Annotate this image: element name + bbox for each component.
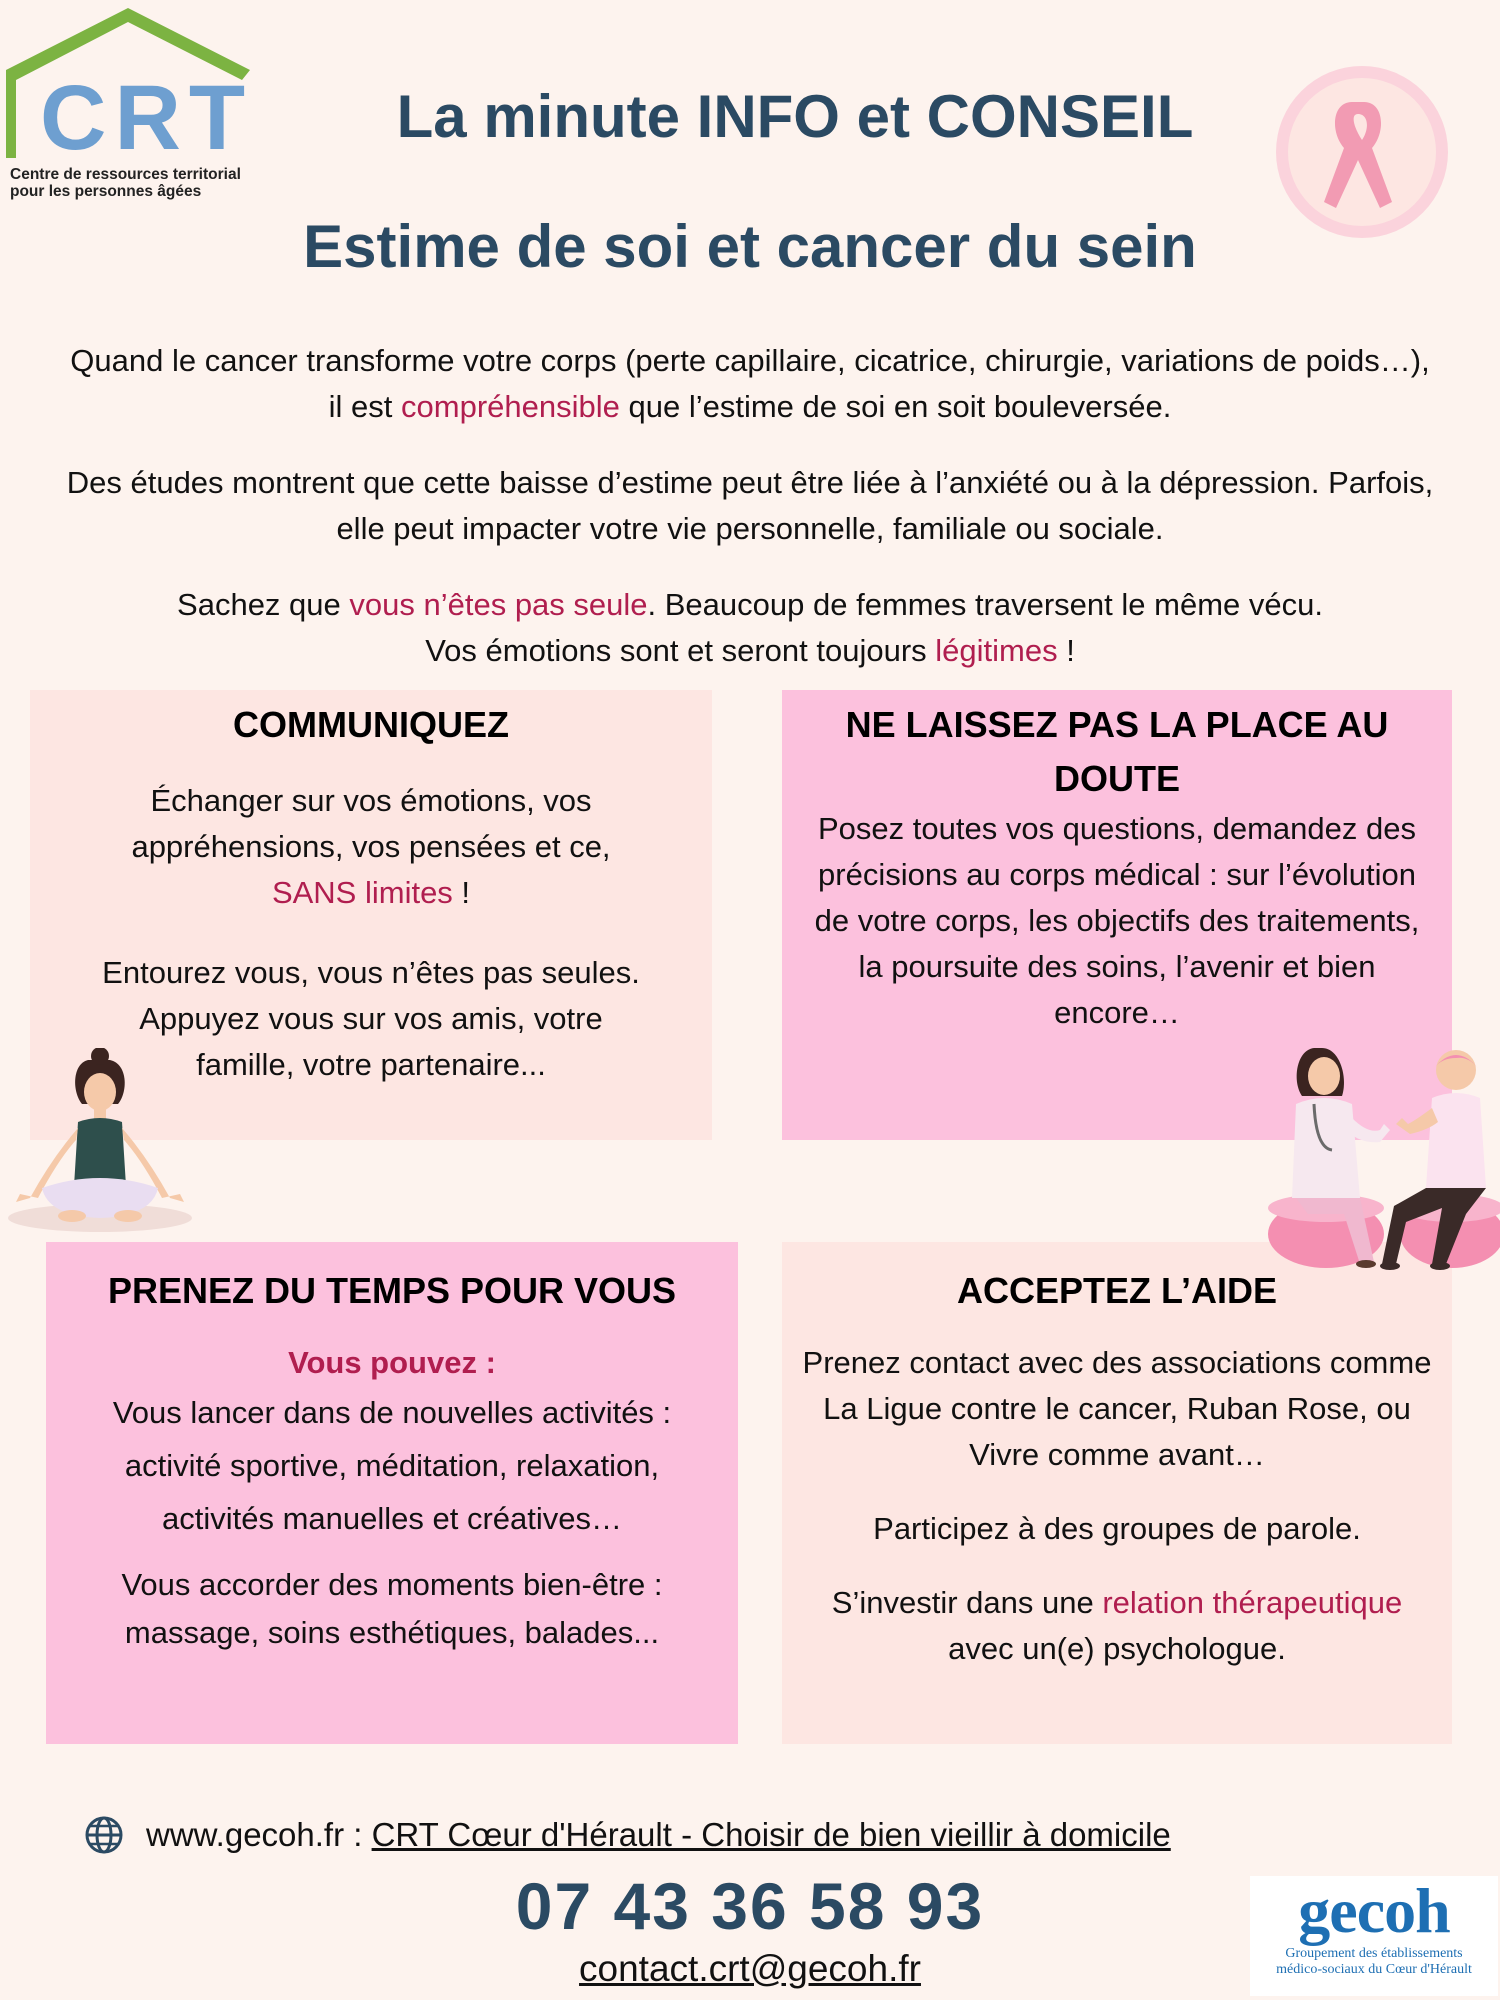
card-temps-body xyxy=(66,1340,718,1657)
card-communiquez-title: COMMUNIQUEZ xyxy=(233,704,509,745)
globe-icon xyxy=(84,1815,124,1855)
crt-logo-subtitle-line2: pour les personnes âgées xyxy=(10,183,202,200)
card-temps-p2: Vous accorder des moments bien-être : massage, soins esthétiques, balades... xyxy=(121,1567,663,1650)
intro-paragraph-3 xyxy=(60,582,1440,674)
doctor-patient-illustration xyxy=(1256,1038,1500,1272)
card-temps-p1: Vous lancer dans de nouvelles activités : activité sportive, méditation, relaxation, activités manuelles et créatives… xyxy=(112,1395,672,1536)
intro-p1-text: Quand le cancer transforme votre corps (perte capillaire, cicatrice, chirurgie, variations de poids…), il est xyxy=(70,343,1430,424)
card-communiquez-p2: Entourez vous, vous n’êtes pas seules. Appuyez vous sur vos amis, votre famille, votre partenaire... xyxy=(102,955,640,1082)
page-subtitle: Estime de soi et cancer du sein xyxy=(303,213,1197,280)
card-aide-highlight: relation thérapeutique xyxy=(1102,1585,1403,1620)
card-aide xyxy=(782,1242,1452,1744)
intro-text xyxy=(60,338,1440,704)
card-communiquez-highlight: SANS limites xyxy=(271,875,453,910)
card-aide-p3 xyxy=(796,1580,1438,1672)
card-communiquez-body xyxy=(60,778,682,1088)
footer-web-link[interactable]: CRT Cœur d'Hérault - Choisir de bien vieillir à domicile xyxy=(371,1816,1171,1853)
card-temps-title: PRENEZ DU TEMPS POUR VOUS xyxy=(107,1270,677,1311)
card-temps-lead: Vous pouvez : xyxy=(288,1345,496,1380)
intro-p3-highlight: vous n’êtes pas seule xyxy=(349,587,648,622)
intro-p1-highlight: compréhensible xyxy=(401,389,620,424)
card-aide-p1: Prenez contact avec des associations comme La Ligue contre le cancer, Ruban Rose, ou Vivre comme avant… xyxy=(802,1345,1432,1472)
card-doute-body xyxy=(802,806,1432,1036)
intro-p3-highlight-2: légitimes xyxy=(935,633,1058,668)
meditating-woman-illustration xyxy=(2,1048,198,1244)
footer-website xyxy=(84,1813,1171,1857)
card-aide-p3-text: S’investir dans une xyxy=(831,1585,1103,1620)
intro-p3-text-end: ! xyxy=(1057,633,1075,668)
intro-paragraph-2: Des études montrent que cette baisse d’estime peut être liée à l’anxiété ou à la dépression. Parfois, elle peut impacter votre vie personnelle, familiale ou sociale. xyxy=(66,465,1434,546)
card-aide-p2: Participez à des groupes de parole. xyxy=(873,1511,1361,1546)
card-doute-p1: Posez toutes vos questions, demandez des précisions au corps médical : sur l’évolution de votre corps, les objectifs des traitements, la poursuite des soins, l’avenir et bien encore… xyxy=(814,811,1420,1030)
phone-number: 07 43 36 58 93 xyxy=(515,1869,985,1943)
gecoh-logo-word: gecoh xyxy=(1298,1875,1450,1946)
card-communiquez-p1 xyxy=(100,778,642,916)
intro-p3-text-mid: . Beaucoup de femmes traversent le même vécu. xyxy=(647,587,1323,622)
footer-web-prefix: www.gecoh.fr : xyxy=(146,1816,363,1853)
card-aide-p3-end: avec un(e) psychologue. xyxy=(948,1631,1286,1666)
gecoh-logo-sub2: médico-sociaux du Cœur d'Hérault xyxy=(1276,1962,1472,1977)
intro-p3-text: Sachez que xyxy=(177,587,350,622)
crt-logo-letters: CRT xyxy=(40,67,254,169)
card-communiquez-p1-end: ! xyxy=(452,875,471,910)
card-temps xyxy=(46,1242,738,1744)
gecoh-logo xyxy=(1250,1876,1498,1996)
gecoh-logo-sub1: Groupement des établissements xyxy=(1285,1946,1463,1961)
intro-paragraph-1 xyxy=(60,338,1440,430)
intro-p3-text-2: Vos émotions sont et seront toujours xyxy=(425,633,936,668)
page-title: La minute INFO et CONSEIL xyxy=(396,83,1194,150)
card-communiquez-p1-text: Échanger sur vos émotions, vos appréhensions, vos pensées et ce, xyxy=(131,783,611,864)
pink-ribbon-icon xyxy=(1272,62,1452,242)
crt-logo-subtitle-line1: Centre de ressources territorial xyxy=(10,166,241,183)
intro-p1-text-end: que l’estime de soi en soit bouleversée. xyxy=(619,389,1172,424)
card-aide-title: ACCEPTEZ L’AIDE xyxy=(956,1270,1278,1311)
card-aide-body xyxy=(796,1340,1438,1672)
contact-email-link[interactable]: contact.crt@gecoh.fr xyxy=(579,1948,921,1989)
crt-logo-subtitle xyxy=(10,166,260,200)
card-doute-title: NE LAISSEZ PAS LA PLACE AU DOUTE xyxy=(845,704,1389,799)
